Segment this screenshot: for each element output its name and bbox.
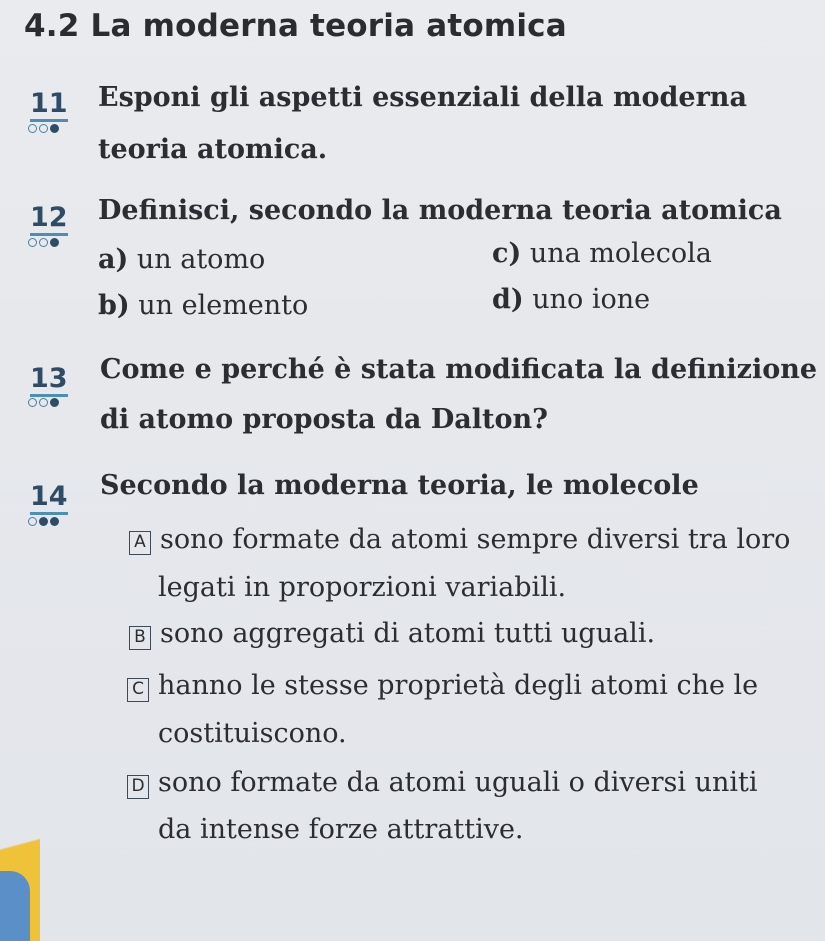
dot-full-icon bbox=[39, 517, 48, 526]
option-c-text: hanno le stesse proprietà degli atomi che le bbox=[158, 670, 759, 701]
difficulty-dots bbox=[28, 398, 59, 407]
option-c bbox=[492, 238, 712, 269]
option-text: un atomo bbox=[136, 244, 266, 275]
dot-empty-icon bbox=[39, 398, 48, 407]
question-text: di atomo proposta da Dalton? bbox=[100, 404, 548, 435]
difficulty-dots bbox=[28, 238, 59, 247]
option-b-text: sono aggregati di atomi tutti uguali. bbox=[160, 618, 656, 649]
dot-empty-icon bbox=[39, 124, 48, 133]
dot-empty-icon bbox=[28, 124, 37, 133]
question-text: teoria atomica. bbox=[98, 134, 328, 165]
option-a-checkbox[interactable]: A bbox=[129, 531, 151, 555]
question-text: Esponi gli aspetti essenziali della moderna bbox=[98, 82, 747, 113]
dot-empty-icon bbox=[28, 517, 37, 526]
question-number: 13 bbox=[30, 363, 68, 394]
option-a-text: sono formate da atomi sempre diversi tra loro bbox=[160, 524, 791, 555]
option-d-text-cont: da intense forze attrattive. bbox=[158, 814, 524, 845]
question-text: Come e perché è stata modificata la definizione bbox=[100, 354, 818, 385]
option-c-checkbox[interactable]: C bbox=[127, 678, 149, 702]
dot-full-icon bbox=[50, 517, 59, 526]
option-letter: d) bbox=[492, 284, 524, 315]
option-a bbox=[98, 244, 265, 275]
dot-empty-icon bbox=[39, 238, 48, 247]
difficulty-dots bbox=[28, 124, 59, 133]
question-text: Secondo la moderna teoria, le molecole bbox=[100, 470, 699, 501]
section-title: 4.2 La moderna teoria atomica bbox=[24, 8, 567, 44]
question-number: 12 bbox=[30, 202, 68, 233]
option-letter: c) bbox=[492, 238, 522, 269]
dot-full-icon bbox=[50, 398, 59, 407]
option-b-checkbox[interactable]: B bbox=[129, 626, 151, 650]
option-d bbox=[492, 284, 650, 315]
dot-full-icon bbox=[50, 238, 59, 247]
dot-full-icon bbox=[50, 124, 59, 133]
dot-empty-icon bbox=[28, 238, 37, 247]
option-d-checkbox[interactable]: D bbox=[127, 775, 149, 799]
option-letter: a) bbox=[98, 244, 129, 275]
difficulty-dots bbox=[28, 517, 59, 526]
dot-empty-icon bbox=[28, 398, 37, 407]
option-text: un elemento bbox=[138, 290, 309, 321]
option-c-text-cont: costituiscono. bbox=[158, 718, 347, 749]
option-letter: b) bbox=[98, 290, 130, 321]
option-d-text: sono formate da atomi uguali o diversi uniti bbox=[158, 767, 758, 798]
question-text: Definisci, secondo la moderna teoria atomica bbox=[98, 195, 782, 226]
question-number: 14 bbox=[30, 481, 68, 512]
page-corner-tab bbox=[0, 871, 30, 941]
option-b bbox=[98, 290, 308, 321]
option-a-text-cont: legati in proporzioni variabili. bbox=[158, 572, 567, 603]
option-text: una molecola bbox=[529, 238, 712, 269]
option-text: uno ione bbox=[532, 284, 651, 315]
question-number: 11 bbox=[30, 88, 68, 119]
